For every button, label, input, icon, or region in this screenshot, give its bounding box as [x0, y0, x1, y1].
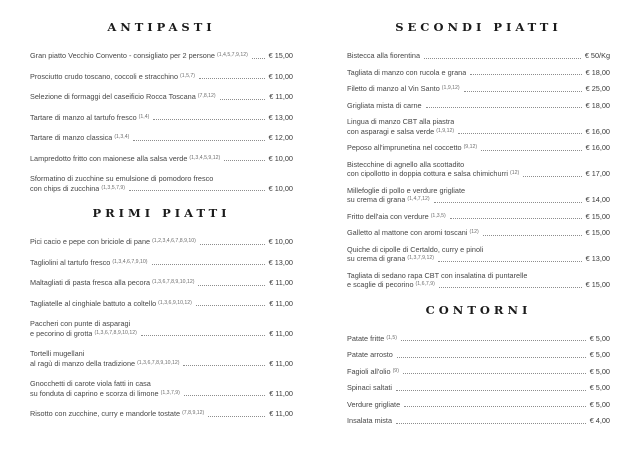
item-allergens: (1,3,5,7,9) [101, 184, 126, 191]
menu-item-line [347, 416, 610, 426]
item-text: Tartare di manzo al tartufo fresco [30, 112, 137, 122]
dotted-leader [403, 373, 586, 374]
menu-item-line [347, 68, 610, 78]
item-price: € 14,00 [585, 195, 610, 204]
item-text: Lingua di manzo CBT alla piastra [347, 117, 455, 126]
menu-item [347, 245, 610, 264]
menu-item [347, 101, 610, 111]
item-price: € 4,00 [589, 416, 610, 425]
menu-item-line [30, 349, 293, 359]
dotted-leader [396, 423, 586, 424]
menu-item [30, 51, 293, 61]
item-price: € 25,00 [585, 84, 610, 93]
menu-item [30, 409, 293, 419]
menu-item [347, 160, 610, 179]
item-price: € 10,00 [268, 183, 293, 193]
item-text: Lampredotto fritto con maionese alla salsa verde [30, 153, 188, 163]
menu-item-line [347, 367, 610, 377]
dotted-leader [153, 119, 264, 120]
menu-item [30, 237, 293, 247]
menu-section-antipasti [30, 20, 293, 193]
item-text: Gnocchetti di carote viola fatti in casa [30, 379, 151, 388]
menu-item [30, 258, 293, 268]
section-title: CONTORNI [425, 302, 532, 317]
menu-item [347, 143, 610, 153]
menu-item [30, 174, 293, 193]
menu-item-line [347, 84, 610, 94]
menu-item-line [30, 299, 293, 309]
menu-item [30, 349, 293, 368]
item-text: con chips di zucchina [30, 183, 100, 193]
item-text: Pici cacio e pepe con briciole di pane [30, 237, 151, 246]
item-price: € 15,00 [585, 228, 610, 237]
item-text: su fonduta di caprino e scorza di limone [30, 388, 159, 398]
item-price: € 13,00 [268, 112, 293, 122]
item-price: € 13,00 [585, 254, 610, 263]
menu-item-line [30, 184, 293, 194]
dotted-leader [252, 58, 265, 59]
dotted-leader [424, 58, 581, 59]
menu-item-line [347, 383, 610, 393]
item-price: € 10,00 [268, 237, 293, 246]
item-price: € 17,00 [585, 169, 610, 178]
menu-item [30, 154, 293, 164]
dotted-leader [450, 218, 582, 219]
dotted-leader [397, 357, 586, 358]
menu-item-line [30, 359, 293, 369]
item-text: con cipollotto in doppia cottura e salsa chimichurri [347, 169, 509, 178]
menu-item [347, 334, 610, 344]
item-text: Tartare di manzo classica [30, 133, 113, 142]
menu-item [347, 117, 610, 136]
dotted-leader [196, 305, 265, 306]
item-allergens: (9) [392, 367, 399, 374]
item-price: € 11,00 [269, 298, 293, 308]
menu-item [30, 379, 293, 398]
item-text: Tagliatelle al cinghiale battuto a coltello [30, 298, 157, 308]
item-allergens: (1,3,6,7,8,9,10,12) [94, 329, 137, 336]
menu-item [347, 350, 610, 360]
item-text: Spinaci saltati [347, 383, 393, 392]
menu-item [347, 212, 610, 222]
item-text: Tagliolini al tartufo fresco [30, 257, 111, 267]
item-price: € 16,00 [585, 126, 610, 136]
menu-item-line [347, 245, 610, 255]
item-price: € 11,00 [269, 409, 293, 418]
menu-item-line [347, 186, 610, 196]
item-allergens: (1,3,7,9,12) [407, 255, 434, 261]
item-allergens: (1,6,7,9) [415, 281, 435, 287]
menu-item-line [30, 379, 293, 389]
item-allergens: (7,8,12) [197, 93, 216, 99]
dotted-leader [439, 287, 582, 288]
item-price: € 5,00 [589, 366, 610, 376]
menu-item-line [347, 195, 610, 205]
menu-item-line [347, 334, 610, 344]
dotted-leader [481, 150, 582, 151]
dotted-leader [523, 176, 581, 177]
item-price: € 10,00 [268, 71, 293, 81]
dotted-leader [483, 235, 582, 236]
dotted-leader [401, 340, 586, 341]
item-allergens: (1,3,5) [430, 212, 446, 219]
menu-item [347, 51, 610, 61]
menu-item-line [30, 51, 293, 61]
item-allergens: (1,3,6,7,8,9,10,12) [152, 279, 195, 285]
item-allergens: (12) [510, 170, 520, 176]
menu-section-secondi-piatti [347, 20, 610, 290]
menu-section-primi-piatti [30, 206, 293, 419]
item-price: € 13,00 [268, 257, 293, 267]
menu-item-line [30, 409, 293, 419]
menu-item [30, 113, 293, 123]
menu-item-line [30, 174, 293, 184]
menu-item-line [30, 92, 293, 102]
item-price: € 11,00 [269, 388, 293, 398]
menu-item-line [30, 389, 293, 399]
dotted-leader [200, 244, 265, 245]
item-price: € 11,00 [269, 92, 293, 101]
menu-item-line [347, 51, 610, 61]
menu-item [347, 383, 610, 393]
dotted-leader [208, 416, 265, 417]
item-text: Patate arrosto [347, 350, 393, 359]
item-allergens: (1,3,4) [114, 134, 130, 140]
menu-section-contorni [347, 303, 610, 426]
item-text: Millefoglie di pollo e verdure grigliate [347, 185, 466, 195]
dotted-leader [220, 99, 266, 100]
item-text: Insalata mista [347, 416, 393, 425]
menu-item-line [347, 254, 610, 264]
item-allergens: (12) [469, 229, 479, 235]
menu-item [347, 68, 610, 78]
section-title: SECONDI PIATTI [395, 20, 562, 34]
menu-item [347, 84, 610, 94]
item-text: Peposo all'imprunetina nel coccetto [347, 143, 462, 152]
menu-item-line [30, 329, 293, 339]
item-price: € 5,00 [589, 399, 610, 409]
dotted-leader [458, 133, 582, 134]
dotted-leader [224, 160, 264, 161]
item-text: Paccheri con punte di asparagi [30, 319, 131, 328]
menu-item-line [30, 278, 293, 288]
item-allergens: (1,9,12) [441, 85, 460, 91]
item-text: Sformatino di zucchine su emulsione di pomodoro fresco [30, 174, 214, 183]
dotted-leader [183, 365, 265, 366]
item-price: € 18,00 [585, 100, 610, 110]
item-text: e pecorino di grotta [30, 328, 93, 338]
dotted-leader [133, 140, 264, 141]
section-title: ANTIPASTI [107, 20, 216, 34]
dotted-leader [396, 390, 586, 391]
menu-item-line [347, 143, 610, 153]
menu-item-line [30, 72, 293, 82]
dotted-leader [141, 335, 265, 336]
menu-item-line [347, 169, 610, 179]
menu-item-line [347, 228, 610, 238]
menu-item-line [30, 319, 293, 329]
item-price: € 5,00 [589, 383, 610, 392]
item-allergens: (1,4) [138, 113, 150, 120]
item-text: Fagioli all'olio [347, 366, 391, 376]
menu-item-line [30, 237, 293, 247]
item-text: Grigliata mista di carne [347, 100, 422, 110]
item-text: Selezione di formaggi del caseificio Rocca Toscana [30, 92, 196, 101]
right-column [347, 14, 610, 444]
item-text: Maltagliati di pasta fresca alla pecora [30, 278, 151, 287]
menu-item [347, 367, 610, 377]
item-text: su crema di grana [347, 254, 406, 263]
dotted-leader [464, 91, 582, 92]
item-allergens: (1,5,7) [180, 72, 196, 79]
item-allergens: (1,3,4,6,7,9,10) [112, 258, 148, 265]
item-allergens: (1,2,3,4,6,7,8,9,10) [152, 238, 196, 244]
dotted-leader [184, 395, 265, 396]
dotted-leader [198, 285, 265, 286]
section-title: PRIMI PIATTI [92, 206, 231, 220]
dotted-leader [404, 406, 586, 407]
menu-item-line [347, 160, 610, 170]
menu-item-line [347, 212, 610, 222]
item-price: € 5,00 [589, 350, 610, 359]
item-text: Risotto con zucchine, curry e mandorle tostate [30, 409, 181, 418]
menu-item-line [347, 271, 610, 281]
menu-item-line [30, 113, 293, 123]
dotted-leader [152, 264, 265, 265]
item-price: € 5,00 [589, 333, 610, 343]
item-price: € 15,00 [585, 280, 610, 289]
dotted-leader [470, 74, 581, 75]
item-allergens: (1,3,6,7,8,9,10,12) [137, 359, 180, 366]
item-allergens: (7,8,9,12) [182, 410, 205, 416]
menu-item-line [347, 350, 610, 360]
item-price: € 10,00 [268, 153, 293, 163]
menu-item-line [30, 154, 293, 164]
item-text: Tagliata di sedano rapa CBT con insalatina di puntarelle [347, 270, 528, 280]
item-allergens: (1,5) [386, 334, 397, 341]
item-price: € 11,00 [269, 358, 293, 368]
menu-item-line [30, 258, 293, 268]
item-text: su crema di grana [347, 195, 406, 204]
item-text: Gran piatto Vecchio Convento - consigliato per 2 persone [30, 51, 215, 60]
menu-item [30, 133, 293, 143]
menu-item [347, 416, 610, 426]
left-column [30, 14, 293, 444]
item-allergens: (9,12) [463, 144, 478, 150]
menu-item [347, 186, 610, 205]
item-price: € 11,00 [269, 278, 293, 287]
menu-item [347, 228, 610, 238]
item-text: Tagliata di manzo con rucola e grana [347, 67, 467, 77]
item-allergens: (1,4,7,12) [407, 196, 430, 202]
item-text: Patate fritte [347, 333, 385, 343]
dotted-leader [434, 202, 582, 203]
item-text: e scaglie di pecorino [347, 280, 414, 289]
item-text: Verdure grigliate [347, 399, 401, 409]
dotted-leader [129, 190, 265, 191]
item-price: € 15,00 [585, 211, 610, 221]
item-allergens: (1,9,12) [436, 127, 455, 134]
item-allergens: (1,3,6,9,10,12) [158, 299, 192, 306]
item-text: Prosciutto crudo toscano, coccoli e stracchino [30, 71, 179, 81]
item-price: € 15,00 [268, 51, 293, 60]
menu-item-line [347, 280, 610, 290]
item-text: Filetto di manzo al Vin Santo [347, 84, 440, 93]
item-price: € 18,00 [585, 67, 610, 77]
item-text: Galletto al mattone con aromi toscani [347, 228, 468, 237]
item-text: al ragù di manzo della tradizione [30, 358, 136, 368]
dotted-leader [426, 107, 582, 108]
menu-item-line [347, 117, 610, 127]
menu-item [30, 92, 293, 102]
item-allergens: (1,4,5,7,9,12) [216, 52, 248, 58]
item-price: € 11,00 [269, 328, 293, 338]
menu-item-line [30, 133, 293, 143]
item-text: Bistecchine di agnello alla scottadito [347, 159, 465, 169]
menu-item [347, 271, 610, 290]
menu-item [30, 319, 293, 338]
menu-item-line [347, 127, 610, 137]
menu-item-line [347, 400, 610, 410]
dotted-leader [199, 78, 265, 79]
item-text: Bistecca alla fiorentina [347, 51, 421, 60]
item-allergens: (1,3,7,9) [160, 389, 180, 396]
item-price: € 16,00 [585, 143, 610, 152]
item-price: € 12,00 [268, 133, 293, 142]
menu-item [30, 299, 293, 309]
item-price: € 50/Kg [584, 51, 610, 60]
item-text: con asparagi e salsa verde [347, 126, 435, 136]
item-text: Fritto dell'aia con verdure [347, 211, 429, 221]
menu-item [347, 400, 610, 410]
menu-item [30, 278, 293, 288]
item-allergens: (1,3,4,5,9,12) [189, 154, 221, 161]
menu-item [30, 72, 293, 82]
item-text: Tortelli mugellani [30, 349, 85, 358]
item-text: Quiche di cipolle di Certaldo, curry e pinoli [347, 244, 484, 254]
menu-item-line [347, 101, 610, 111]
dotted-leader [438, 261, 582, 262]
